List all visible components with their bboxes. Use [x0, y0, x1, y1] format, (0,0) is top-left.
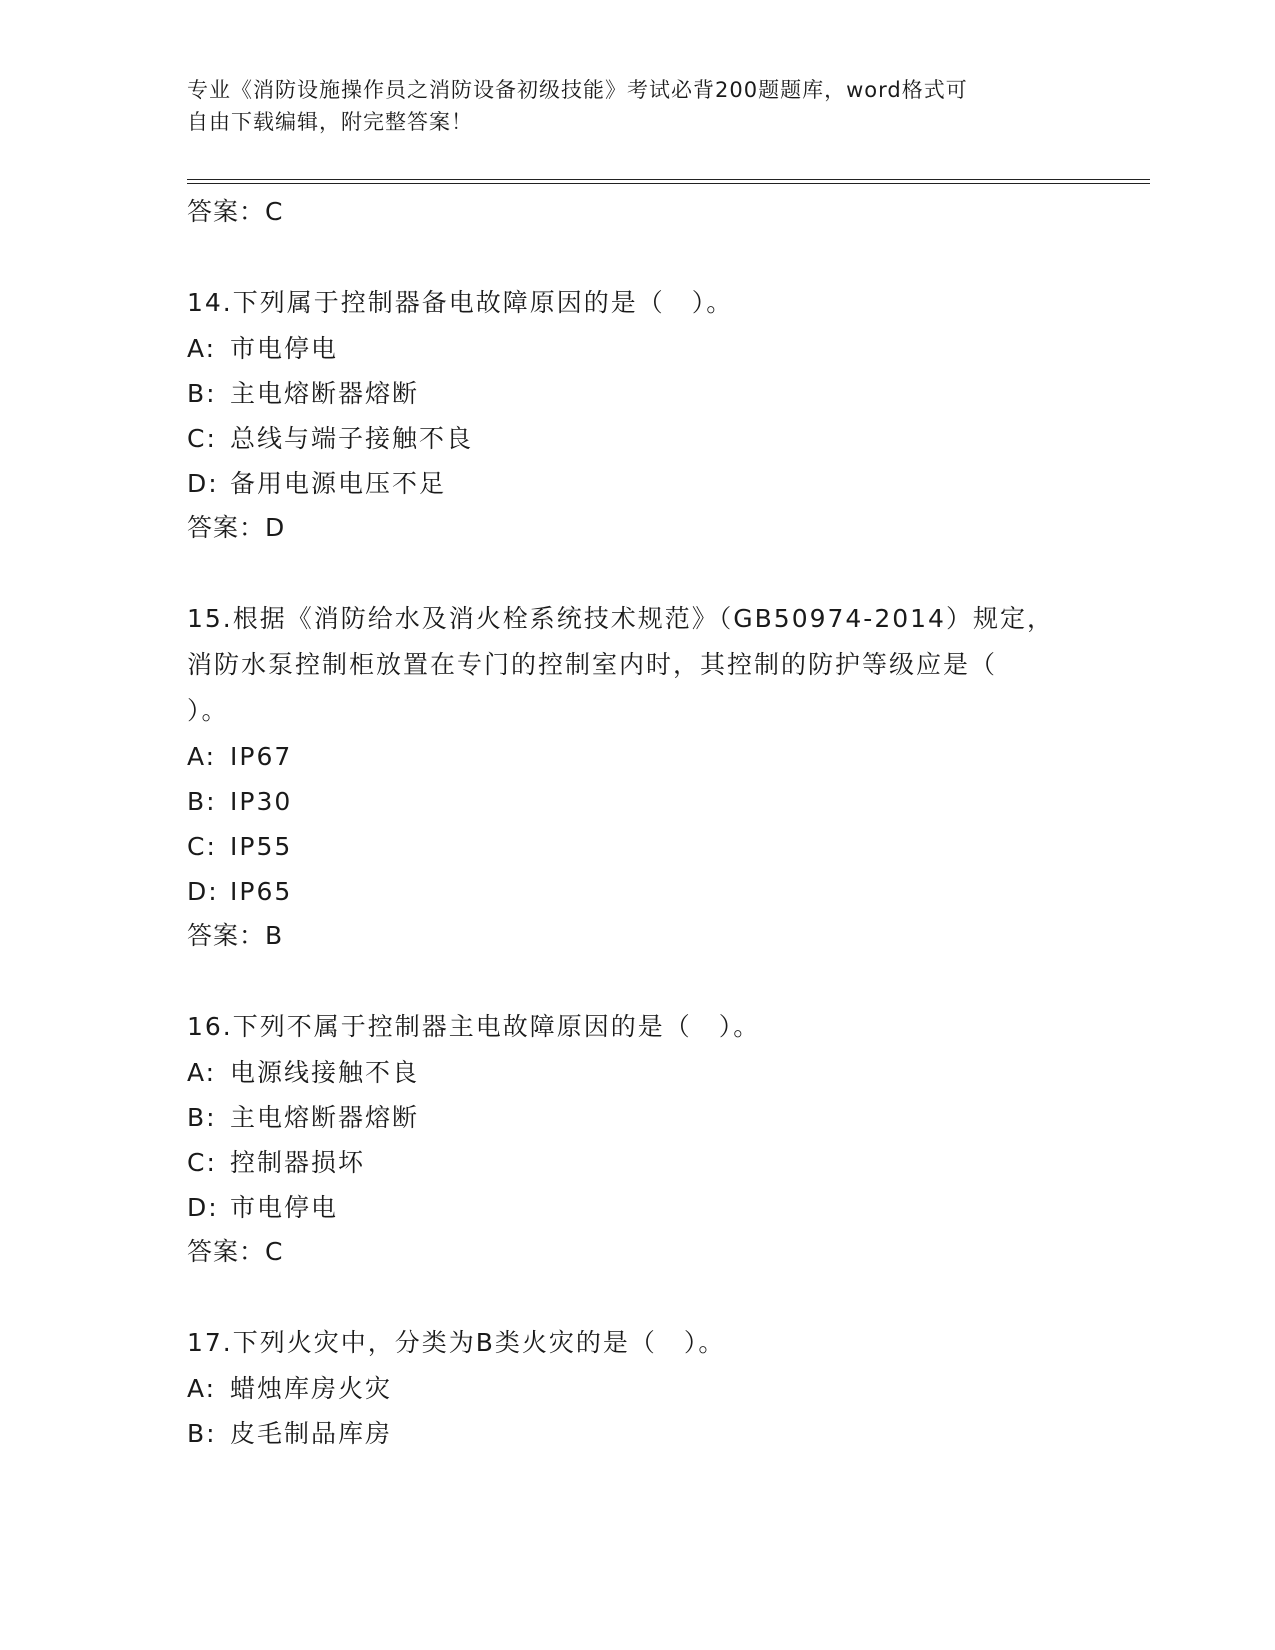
option-b: [187, 371, 1087, 416]
question-16: [187, 1004, 1087, 1274]
question-17: [187, 1320, 1087, 1456]
option-text: 市电停电: [230, 334, 339, 363]
option-letter: A:: [187, 1374, 217, 1403]
header-divider-bottom: [187, 183, 1150, 184]
option-a: [187, 1050, 1087, 1095]
question-stem-line-3: ）。: [187, 696, 229, 725]
option-letter: B:: [187, 1103, 217, 1132]
option-d: [187, 1185, 1087, 1230]
option-letter: C:: [187, 424, 217, 453]
option-a: [187, 326, 1087, 371]
option-text: 备用电源电压不足: [230, 469, 447, 498]
option-text: 控制器损坏: [230, 1148, 366, 1177]
option-letter: B:: [187, 379, 217, 408]
option-text: 总线与端子接触不良: [230, 424, 474, 453]
option-text: 市电停电: [230, 1193, 339, 1222]
answer-label: 答案：B: [187, 921, 284, 950]
question-stem: 16.下列不属于控制器主电故障原因的是（ ）。: [187, 1012, 761, 1041]
question-stem-line-2: 消防水泵控制柜放置在专门的控制室内时，其控制的防护等级应是（: [187, 650, 998, 679]
option-text: 皮毛制品库房: [230, 1419, 393, 1448]
option-c: [187, 416, 1087, 461]
option-text: 主电熔断器熔断: [230, 379, 420, 408]
answer-label: 答案：C: [187, 1237, 284, 1266]
option-d: [187, 869, 1087, 914]
option-letter: C:: [187, 1148, 217, 1177]
option-text: IP65: [230, 877, 293, 906]
answer-label: 答案：C: [187, 197, 284, 226]
option-letter: D:: [187, 877, 219, 906]
option-c: [187, 824, 1087, 869]
option-text: 电源线接触不良: [230, 1058, 420, 1087]
option-letter: A:: [187, 1058, 217, 1087]
question-14: [187, 280, 1087, 550]
option-letter: B:: [187, 787, 217, 816]
document-header: [187, 74, 1087, 138]
question-stem-line-1: 15.根据《消防给水及消火栓系统技术规范》（GB50974-2014）规定，: [187, 604, 1054, 633]
option-letter: A:: [187, 334, 217, 363]
option-b: [187, 1095, 1087, 1140]
option-letter: B:: [187, 1419, 217, 1448]
option-b: [187, 779, 1087, 824]
header-line-1: 专业《消防设施操作员之消防设备初级技能》考试必背200题题库，word格式可: [187, 78, 968, 102]
option-text: 蜡烛库房火灾: [230, 1374, 393, 1403]
option-letter: C:: [187, 832, 217, 861]
header-divider-top: [187, 179, 1150, 180]
option-text: 主电熔断器熔断: [230, 1103, 420, 1132]
option-b: [187, 1411, 1087, 1456]
question-15: [187, 596, 1087, 958]
question-list: [187, 190, 1087, 1456]
option-text: IP30: [230, 787, 293, 816]
option-d: [187, 461, 1087, 506]
option-letter: D:: [187, 1193, 219, 1222]
question-stem: 14.下列属于控制器备电故障原因的是（ ）。: [187, 288, 734, 317]
option-a: [187, 734, 1087, 779]
question-stem: 17.下列火灾中，分类为B类火灾的是（ ）。: [187, 1328, 726, 1357]
option-text: IP67: [230, 742, 293, 771]
option-letter: A:: [187, 742, 217, 771]
option-text: IP55: [230, 832, 293, 861]
option-a: [187, 1366, 1087, 1411]
option-c: [187, 1140, 1087, 1185]
header-line-2: 自由下载编辑，附完整答案！: [187, 110, 473, 134]
option-letter: D:: [187, 469, 219, 498]
answer-label: 答案：D: [187, 513, 286, 542]
